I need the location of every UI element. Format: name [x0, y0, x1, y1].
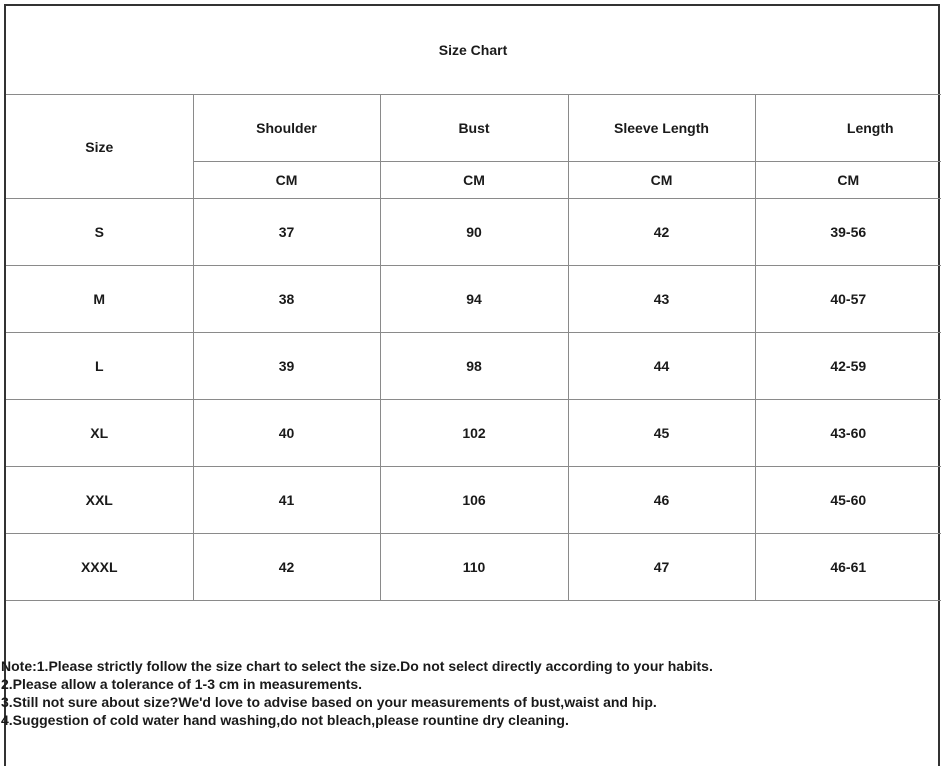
value-cell: 90 [380, 199, 568, 266]
value-cell: 42-59 [755, 333, 941, 400]
value-cell: 39 [193, 333, 380, 400]
value-cell: 37 [193, 199, 380, 266]
size-cell: XL [6, 400, 193, 467]
chart-title: Size Chart [438, 42, 508, 58]
table-row [6, 400, 941, 467]
unit-cell: CM [755, 162, 941, 199]
size-chart-frame [4, 4, 940, 766]
value-cell: 47 [568, 534, 755, 601]
table-row [6, 199, 941, 266]
value-cell: 43-60 [755, 400, 941, 467]
size-cell: L [6, 333, 193, 400]
value-cell: 42 [193, 534, 380, 601]
table-row [6, 534, 941, 601]
table-row [6, 467, 941, 534]
value-cell: 94 [380, 266, 568, 333]
size-cell: M [6, 266, 193, 333]
value-cell: 110 [380, 534, 568, 601]
size-cell: XXL [6, 467, 193, 534]
value-cell: 45-60 [755, 467, 941, 534]
value-cell: 39-56 [755, 199, 941, 266]
value-cell: 102 [380, 400, 568, 467]
note-line: 2.Please allow a tolerance of 1-3 cm in measurements. [1, 676, 363, 692]
value-cell: 43 [568, 266, 755, 333]
note-line: 3.Still not sure about size?We'd love to advise based on your measurements of bust,waist and hip. [1, 694, 657, 710]
unit-cell: CM [568, 162, 755, 199]
note-line: Note:1.Please strictly follow the size chart to select the size.Do not select directly according to your habits. [1, 658, 713, 674]
size-cell: XXXL [6, 534, 193, 601]
value-cell: 40-57 [755, 266, 941, 333]
column-header-sleeve-length: Sleeve Length [568, 95, 755, 162]
table-row [6, 266, 941, 333]
value-cell: 41 [193, 467, 380, 534]
note-line: 4.Suggestion of cold water hand washing,do not bleach,please rountine dry cleaning. [1, 712, 569, 728]
size-cell: S [6, 199, 193, 266]
size-header: Size [6, 95, 193, 199]
size-table [6, 94, 941, 601]
value-cell: 45 [568, 400, 755, 467]
value-cell: 44 [568, 333, 755, 400]
table-row [6, 333, 941, 400]
value-cell: 98 [380, 333, 568, 400]
column-header-bust: Bust [380, 95, 568, 162]
column-header-length: Length [755, 95, 941, 162]
care-notes [1, 657, 713, 729]
column-header-shoulder: Shoulder [193, 95, 380, 162]
value-cell: 46-61 [755, 534, 941, 601]
value-cell: 46 [568, 467, 755, 534]
value-cell: 40 [193, 400, 380, 467]
value-cell: 38 [193, 266, 380, 333]
unit-cell: CM [380, 162, 568, 199]
unit-cell: CM [193, 162, 380, 199]
header-row [6, 95, 941, 162]
value-cell: 42 [568, 199, 755, 266]
value-cell: 106 [380, 467, 568, 534]
